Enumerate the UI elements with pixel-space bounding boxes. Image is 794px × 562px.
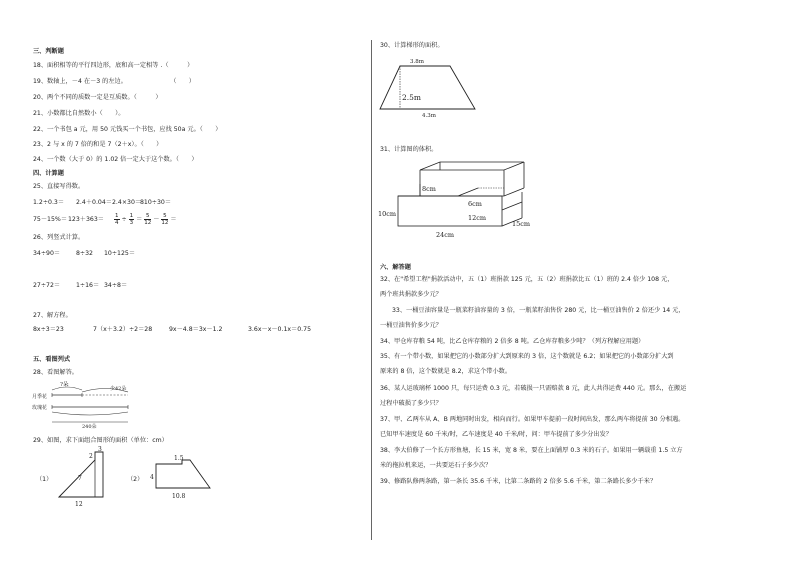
question-18: 18、面积相等的平行四边形，底和高一定相等 .（ ）	[33, 62, 194, 69]
question-22: 22、一个书包 a 元，用 50 元钱买一个书包，应找 50a 元。（ ）	[33, 126, 222, 133]
equation-item: 7（x＋3.2）÷2＝28	[93, 326, 153, 333]
section-title-word-problems: 六、解答题	[380, 264, 411, 271]
question-28: 28、看图解答。	[33, 369, 78, 376]
dimension-label: 1.5	[174, 455, 184, 462]
equation-item: 9x－4.8＝3x－1.2	[169, 326, 223, 333]
vertical-calc-item: 10÷125＝	[104, 250, 136, 257]
dimension-label: 15cm	[512, 220, 531, 228]
dimension-label: 4.3m	[422, 113, 436, 119]
question-25: 25、直接写得数。	[33, 183, 85, 190]
diagram-label: 少42朵	[110, 386, 127, 392]
section-title-judgement: 三、判断题	[33, 48, 64, 55]
dimension-label: 12cm	[468, 214, 487, 222]
calc-item: 810÷30＝	[140, 199, 172, 206]
q29-figure-2	[150, 455, 220, 504]
question-33-line1: 33、一桶豆油容量是一瓶菜籽油容量的 3 倍，一瓶菜籽油售价 280 元，比一桶豆油售价 2 倍还少 14 元，	[392, 307, 685, 314]
question-38-line1: 38、李大伯修了一个长方形鱼塘，长 15 米，宽 8 米，要在上面铺厚 0.3 米的石子。如果用一辆载重 1.5 立方	[380, 447, 683, 454]
figure-label: （2）	[127, 476, 144, 483]
calc-item: 75－15%＝	[33, 216, 68, 223]
dimension-label: 4	[150, 474, 154, 481]
question-33-line2: 一桶豆油售价多少元？	[380, 322, 442, 329]
question-32-line2: 两个班共捐款多少元？	[380, 291, 442, 298]
q28-line-diagram	[30, 380, 170, 432]
dimension-label: 10.8	[172, 493, 186, 500]
vertical-calc-item: 34÷90＝	[33, 250, 61, 257]
dimension-label: 2.5m	[402, 93, 422, 102]
fraction: $\frac{1}{3}$	[129, 212, 134, 226]
dimension-label: 3.8m	[410, 59, 424, 65]
figure-label: （1）	[36, 476, 53, 483]
dimension-label: 6cm	[468, 200, 482, 208]
dimension-label: 10cm	[378, 210, 397, 218]
question-32-line1: 32、在"希望工程"捐款活动中，五（1）班捐款 125 元，五（2）班捐款比五（1）班的 2.4 倍少 108 元，	[380, 276, 674, 283]
question-36-line2: 过程中破损了多少只？	[380, 400, 442, 407]
question-21: 21、小数都比自然数小（ ）。	[33, 110, 125, 117]
diagram-label: 240朵	[82, 424, 97, 430]
diagram-label: 玫瑰花	[32, 405, 48, 411]
q31-composite-solid	[378, 158, 538, 242]
fraction: $\frac{5}{12}$	[161, 212, 169, 226]
question-23: 23、2 与 x 的 7 倍的和是 7（2＋x）。（ ）	[33, 141, 163, 148]
question-29: 29、如图，求下面组合图形的面积（单位：cm）	[33, 437, 168, 444]
vertical-calc-item: 1÷16＝	[76, 282, 100, 289]
question-31: 31、计算图的体积。	[380, 146, 438, 153]
question-37-line2: 已知甲车速度是 60 千米/时，乙车速度是 40 千米/时，问：甲车提前了多少分出发？	[380, 431, 612, 438]
dimension-label: 12	[75, 501, 83, 508]
question-20: 20、两个不同的质数一定是互质数。（ ）	[33, 94, 162, 101]
q29-figure-1	[55, 448, 125, 508]
calc-item: 1.2÷0.3＝	[33, 199, 65, 206]
dimension-label: 7	[78, 475, 82, 482]
dimension-label: 24cm	[436, 231, 455, 239]
dimension-label: 3	[98, 446, 102, 453]
section-title-picture: 五、看图列式	[33, 356, 71, 363]
question-35-line1: 35、有一个带小数，如果把它的小数部分扩大到原来的 3 倍，这个数就是 6.2；如果把它的小数部分扩大到	[380, 353, 674, 360]
vertical-calc-item: 8÷32	[76, 250, 93, 257]
equation-item: 3.6x－x－0.1x＝0.75	[248, 326, 312, 333]
diagram-label: 月季花	[32, 394, 48, 400]
diagram-label: ?朵	[60, 382, 69, 388]
vertical-calc-item: 34÷8＝	[104, 282, 128, 289]
section-title-calculation: 四、计算题	[33, 170, 64, 177]
q30-trapezoid	[378, 55, 488, 121]
calc-item: 123＋363＝	[68, 216, 104, 223]
calc-item: 2.4＋0.04＝	[76, 199, 112, 206]
fraction-expression: $\frac{1}{4}$ ÷ $\frac{1}{3}$ ＝ $\frac{5}{12}$ － $\frac{5}{12}$ ＝	[115, 212, 177, 226]
question-39: 39、修路队修两条路，第一条长 35.6 千米，比第二条路的 2 倍多 5.6 千米，第二条路长多少千米？	[380, 478, 657, 485]
calc-item: 2.4×30＝	[112, 199, 142, 206]
question-27: 27、解方程。	[33, 312, 72, 319]
equation-item: 8x÷3＝23	[33, 326, 64, 333]
dimension-label: 8cm	[422, 185, 436, 193]
dimension-label: 2	[89, 453, 93, 460]
question-19: 19、数轴上，－4 在－3 的左边。 （ ）	[33, 78, 195, 85]
question-34: 34、甲仓库存粮 54 吨，比乙仓库存粮的 2 倍多 8 吨。乙仓库存粮多少吨？（列方程解应用题）	[380, 338, 645, 345]
question-26: 26、列竖式计算。	[33, 234, 85, 241]
vertical-calc-item: 27÷72＝	[33, 282, 61, 289]
question-37-line1: 37、甲、乙两车从 A、B 两地同时出发，相向而行。如果甲车提前一段时间出发，那么两车将提前 30 分相遇。	[380, 416, 685, 423]
question-30: 30、计算梯形的面积。	[380, 42, 444, 49]
column-divider	[371, 40, 372, 540]
question-24: 24、一个数（大于 0）的 1.02 倍一定大于这个数。（ ）	[33, 156, 198, 163]
fraction: $\frac{5}{12}$	[144, 212, 152, 226]
question-35-line2: 原来的 8 倍，这个数就是 8.2，求这个带小数。	[380, 368, 512, 375]
question-36-line1: 36、某人运玻璃杯 1000 只，每只运费 0.3 元，若破损一只需赔款 8 元，此人共得运费 440 元。那么，在搬运	[380, 385, 687, 392]
fraction: $\frac{1}{4}$	[115, 212, 119, 226]
question-38-line2: 米的拖拉机来运，一共要运石子多少次？	[380, 462, 492, 469]
